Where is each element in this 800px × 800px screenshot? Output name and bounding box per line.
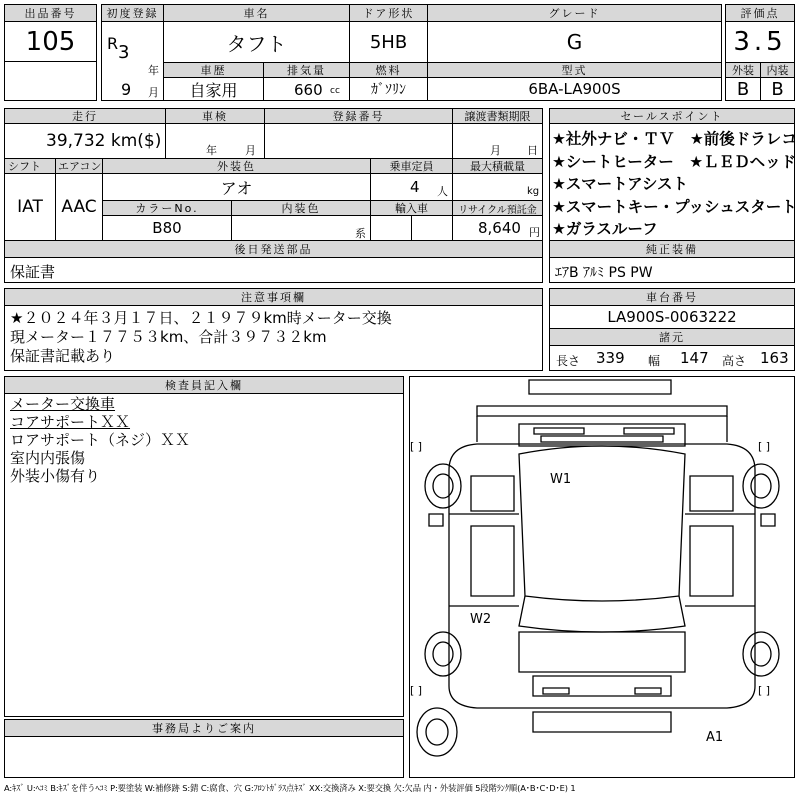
load-unit: kg: [527, 186, 540, 197]
load-label: 最大積載量: [452, 158, 543, 174]
colorno-label: カラーNo.: [102, 200, 232, 216]
note-line: ★２０２４年３月１７日、２１９７９km時メーター交換: [10, 309, 392, 327]
import-label: 輸入車: [370, 200, 453, 216]
sales-point: ★シートヒーター ★ＬＥＤヘッド: [552, 152, 797, 171]
inspector-notes: [10, 395, 190, 485]
inspector-line: メーター交換車: [10, 395, 116, 413]
lot-no-blank: [4, 61, 97, 101]
inspector-line: コアサポートＸＸ: [10, 413, 131, 431]
intcolor-label: 内装色: [231, 200, 371, 216]
seats: 4: [410, 178, 420, 196]
height: 163: [760, 349, 789, 367]
mirrors: [429, 514, 775, 526]
height-label: 高さ: [722, 354, 747, 368]
width: 147: [680, 349, 709, 367]
length: 339: [596, 349, 625, 367]
color-no: B80: [152, 219, 182, 237]
lot-no-label: 出品番号: [4, 4, 97, 22]
front-bumper: [529, 380, 671, 394]
inspector-line: ロアサポート（ネジ）ＸＸ: [10, 431, 191, 449]
first-reg-label: 初度登録: [101, 4, 164, 22]
transfer-day-unit: 日: [527, 144, 538, 157]
headlights: [534, 428, 674, 434]
side-windows: [471, 526, 733, 596]
recycle-label: リサイクル預託金: [452, 200, 543, 216]
sales-point: ★スマートアシスト: [552, 175, 689, 193]
score: 3.5: [733, 27, 787, 57]
damage-mark-a1: A1: [706, 730, 724, 745]
bracket-rr: [ ]: [758, 684, 771, 697]
inspection-year-unit: 年: [206, 144, 217, 157]
reg-no-label: 登録番号: [264, 108, 453, 124]
year-unit: 年: [148, 64, 159, 77]
equipment: ｴｱB ｱﾙﾐ PS PW: [555, 265, 653, 281]
office-cell: [4, 736, 404, 778]
legend: A:ｷｽﾞ U:ﾍｺﾐ B:ｷｽﾞを伴うﾍｺﾐ P:要塗装 W:補修跡 S:錆 C:腐食、穴 G:ﾌﾛﾝﾄｶﾞﾗｽ点ｷｽﾞ XX:交換済み X:要交換 欠:欠品 内・外装評価 5段階ﾗﾝｸ順(A･B･C･D･E) 1: [4, 783, 576, 793]
sales-label: セールスポイント: [549, 108, 795, 124]
bracket-fr: [ ]: [758, 440, 771, 453]
fuel-label: 燃料: [349, 62, 428, 78]
inspector-label: 検査員記入欄: [4, 376, 404, 394]
month-unit: 月: [148, 86, 159, 99]
bracket-fl: [ ]: [410, 440, 423, 453]
sales-point: ★社外ナビ・ＴＶ ★前後ドラレコ: [552, 130, 797, 148]
ac: AAC: [61, 197, 97, 217]
intcolor-cell: [231, 215, 371, 241]
chassis-no: LA900S-0063222: [607, 308, 737, 326]
damage-mark-w2: W2: [470, 612, 492, 627]
length-label: 長さ: [556, 354, 581, 368]
dims-cell: [549, 345, 795, 371]
car-name: タフト: [226, 31, 287, 56]
color-label: 外装色: [102, 158, 371, 174]
reg-month: 9: [121, 80, 132, 99]
front-panel: [477, 406, 727, 416]
int-label: 内装: [760, 62, 795, 78]
width-label: 幅: [648, 354, 661, 368]
inspector-line: 室内内張傷: [10, 449, 86, 467]
int-color-unit: 系: [355, 227, 366, 240]
shift: IAT: [17, 197, 43, 217]
car-diagram: [409, 376, 795, 778]
inspection-month-unit: 月: [245, 144, 256, 157]
body-outline: [449, 444, 755, 708]
displacement: 660: [294, 81, 323, 99]
notes: [10, 309, 392, 366]
seats-unit: 人: [437, 185, 448, 198]
notes-label: 注意事項欄: [4, 288, 543, 306]
reg-year: 3: [118, 42, 130, 63]
chassis-label: 車台番号: [549, 288, 795, 306]
note-line: 保証書記載あり: [10, 347, 116, 365]
car-name-label: 車名: [163, 4, 350, 22]
era: R: [107, 34, 119, 53]
rear-door: [533, 676, 671, 696]
office-label: 事務局よりご案内: [4, 719, 404, 737]
roof: [519, 446, 685, 601]
mileage: 39,732 km($): [46, 131, 162, 151]
front-windows: [471, 476, 733, 511]
history-label: 車歴: [163, 62, 264, 78]
transfer-label: 譲渡書類期限: [452, 108, 543, 124]
bracket-rl: [ ]: [410, 684, 423, 697]
mileage-label: 走行: [4, 108, 166, 124]
later-parts: 保証書: [10, 263, 56, 281]
recycle: 8,640: [478, 219, 521, 237]
sales-point: ★ガラスルーフ: [552, 220, 658, 238]
import: [370, 215, 453, 241]
model-label: 型式: [427, 62, 722, 78]
score-label: 評価点: [725, 4, 795, 22]
fuel: ｶﾞｿﾘﾝ: [371, 82, 406, 98]
dims-label: 諸元: [549, 328, 795, 346]
inspector-line: 外装小傷有り: [10, 467, 101, 485]
sales-points: [552, 128, 797, 241]
grade-label: グレード: [427, 4, 722, 22]
later-parts-label: 後日発送部品: [4, 240, 543, 258]
ac-label: エアコン: [55, 158, 103, 174]
color: アオ: [220, 178, 253, 198]
door-type: 5HB: [369, 31, 408, 53]
reg-no: [264, 123, 453, 159]
lot-no: 105: [25, 27, 76, 57]
later-parts-cell: [4, 257, 543, 283]
displacement-unit: cc: [330, 86, 340, 96]
inspection-label: 車検: [165, 108, 265, 124]
transfer-month-unit: 月: [490, 144, 501, 157]
model: 6BA-LA900S: [528, 80, 621, 98]
ext-grade: B: [736, 78, 750, 100]
damage-mark-w1: W1: [550, 472, 572, 487]
displacement-label: 排気量: [263, 62, 350, 78]
grade: G: [566, 30, 583, 54]
shift-label: シフト: [4, 158, 56, 174]
equipment-label: 純正装備: [549, 240, 795, 258]
hood: [519, 424, 685, 446]
door-lines: [449, 514, 755, 606]
rear-bumper: [533, 712, 671, 732]
recycle-unit: 円: [529, 226, 540, 239]
note-line: 現メーター１７７５３km、合計３９７３２km: [10, 328, 327, 346]
int-grade: B: [771, 78, 784, 100]
sales-point: ★スマートキー・プッシュスタート: [552, 197, 797, 216]
door-label: ドア形状: [349, 4, 428, 22]
rear-glass: [519, 632, 685, 672]
ext-label: 外装: [725, 62, 761, 78]
seats-label: 乗車定員: [370, 158, 453, 174]
history: 自家用: [189, 80, 238, 100]
